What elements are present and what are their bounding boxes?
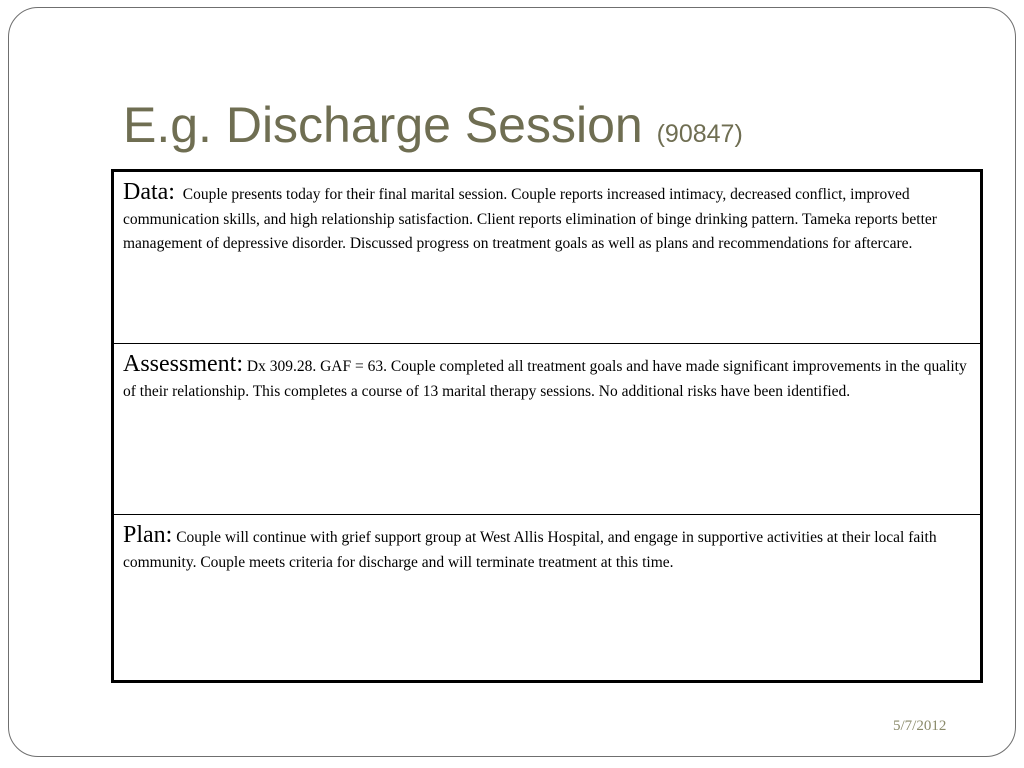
slide <box>8 7 1016 757</box>
assessment-paragraph <box>123 352 970 404</box>
procedure-code: (90847) <box>656 120 743 148</box>
slide-title <box>123 92 743 167</box>
assessment-label: Assessment: <box>123 351 243 377</box>
plan-section <box>114 514 980 685</box>
slide-date: 5/7/2012 <box>893 718 947 734</box>
plan-paragraph <box>123 523 970 575</box>
soap-note-table <box>111 169 983 683</box>
slide-title-text: E.g. Discharge Session <box>123 97 643 153</box>
plan-text: Couple will continue with grief support group at West Allis Hospital, and engage in supportive activities at their local faith community. Couple meets criteria for discharge and will terminate treatment at this time. <box>123 529 937 571</box>
data-paragraph <box>123 180 970 257</box>
data-section <box>114 172 980 343</box>
data-label: Data: <box>123 179 175 205</box>
data-text: Couple presents today for their final marital session. Couple reports increased intimacy, decreased conflict, improved communication skills, and high relationship satisfaction. Client reports elimination of binge drinking pattern. Tameka reports better management of depressive disorder. Discussed progress on treatment goals as well as plans and recommendations for aftercare. <box>123 186 937 252</box>
assessment-text: Dx 309.28. GAF = 63. Couple completed all treatment goals and have made significant improvements in the quality of their relationship. This completes a course of 13 marital therapy sessions. No additional risks have been identified. <box>123 358 967 400</box>
assessment-section <box>114 343 980 514</box>
plan-label: Plan: <box>123 522 173 548</box>
